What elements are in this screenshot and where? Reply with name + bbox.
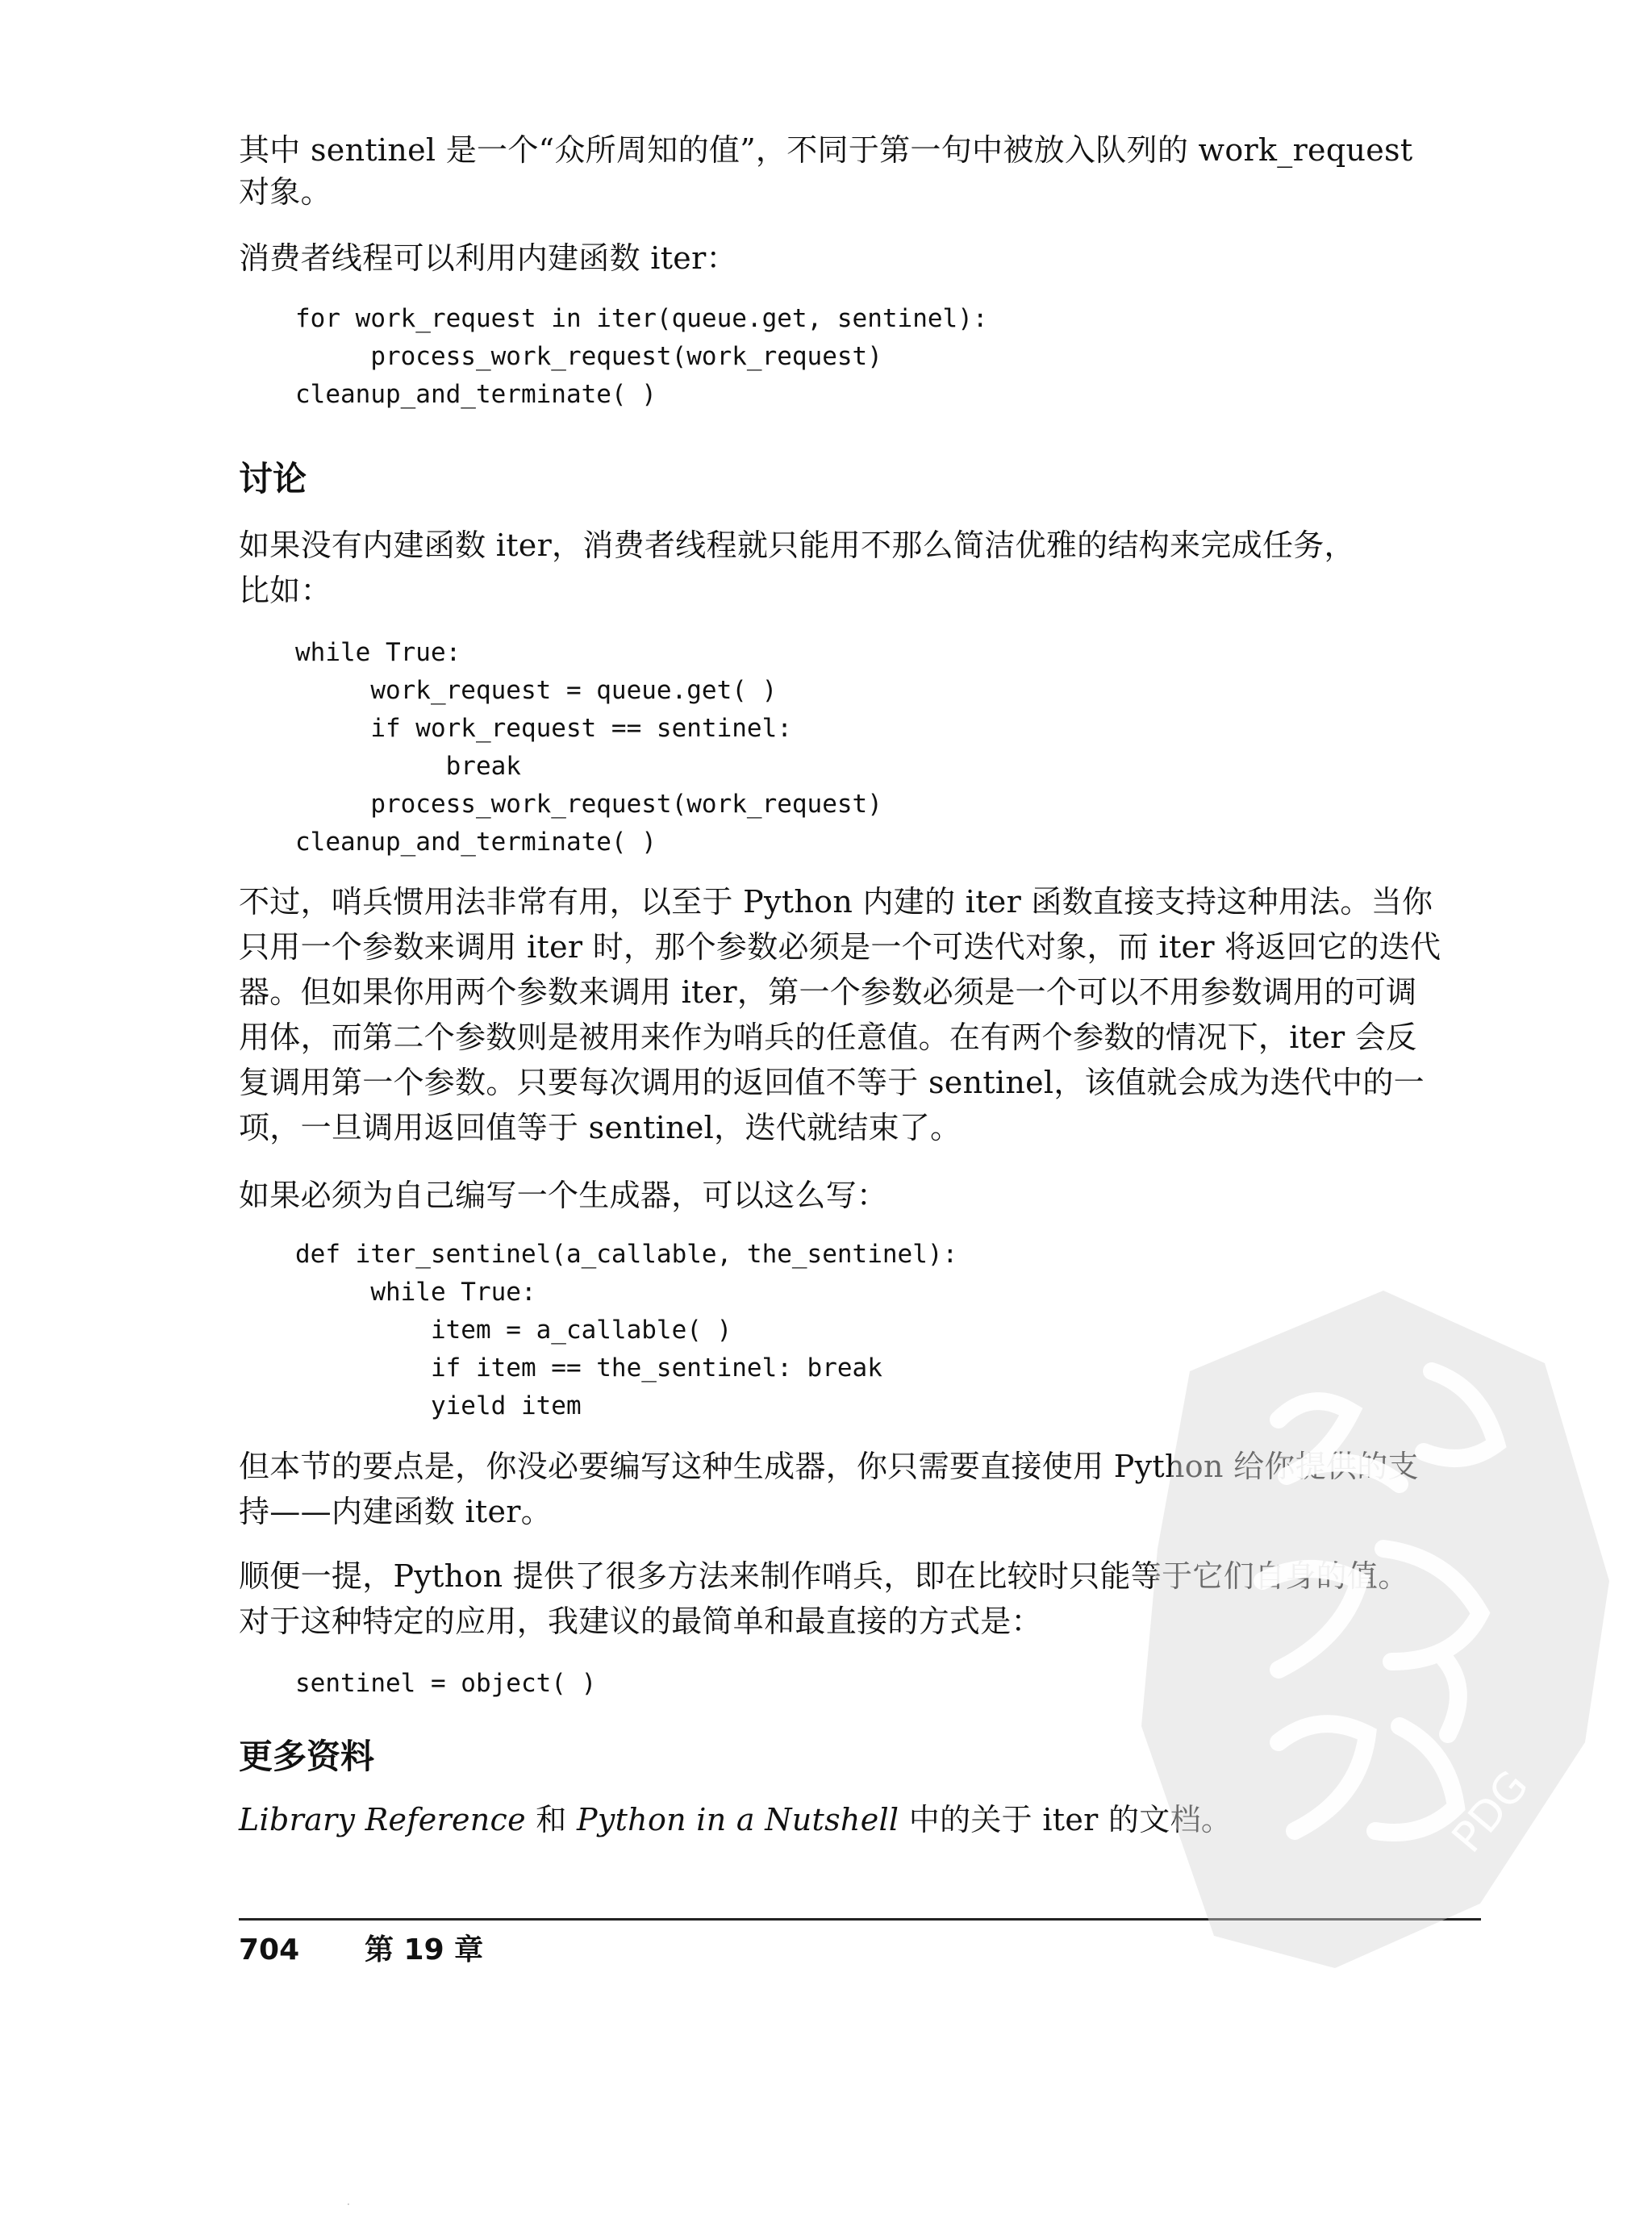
paragraph-line: 消费者线程可以利用内建函数 iter： <box>239 240 737 276</box>
paragraph-line: 不过，哨兵惯用法非常有用，以至于 Python 内建的 iter 函数直接支持这种用法。当你 <box>239 884 1433 920</box>
paragraph-line: 如果必须为自己编写一个生成器，可以这么写： <box>239 1178 888 1213</box>
reference-text: 中的关于 iter 的文档。 <box>899 1802 1233 1837</box>
paragraph-line: 复调用第一个参数。只要每次调用的返回值不等于 sentinel，该值就会成为迭代中的一 <box>239 1065 1425 1100</box>
watermark-stamp <box>1093 1129 1652 1976</box>
paragraph-line: 比如： <box>239 573 332 608</box>
paragraph-line: 只用一个参数来调用 iter 时，那个参数必须是一个可迭代对象，而 iter 将返回它的迭代 <box>239 929 1441 965</box>
chapter-label: 第 19 章 <box>365 1933 484 1966</box>
paragraph-line: 对于这种特定的应用，我建议的最简单和最直接的方式是： <box>239 1604 1042 1639</box>
book-title-python-in-a-nutshell: Python in a Nutshell <box>576 1802 899 1837</box>
stray-mark: · <box>347 2199 350 2210</box>
paragraph-line: 但本节的要点是，你没必要编写这种生成器，你只需要直接使用 Python 给你提供的支 <box>239 1449 1419 1484</box>
code-block-sentinel-object: sentinel = object( ) <box>295 1669 597 1698</box>
section-heading-more-info: 更多资料 <box>239 1737 375 1776</box>
paragraph-line: 项，一旦调用返回值等于 sentinel，迭代就结束了。 <box>239 1110 962 1145</box>
paragraph-line: 顺便一提，Python 提供了很多方法来制作哨兵，即在比较时只能等于它们自身的值。 <box>239 1558 1409 1594</box>
watermark-label: PDG <box>1442 1762 1538 1862</box>
paragraph-line: 对象。 <box>239 174 332 210</box>
paragraph-line: 用体，而第二个参数则是被用来作为哨兵的任意值。在有两个参数的情况下，iter 会反 <box>239 1020 1417 1055</box>
reference-text: 和 <box>525 1802 577 1837</box>
paragraph-line: 器。但如果你用两个参数来调用 iter，第一个参数必须是一个可以不用参数调用的可调 <box>239 974 1417 1010</box>
code-block-iter: for work_request in iter(queue.get, sentinel): process_work_request(work_request) cleanup_and_terminate( ) <box>295 304 988 409</box>
book-title-library-reference: Library Reference <box>239 1802 526 1837</box>
section-heading-discussion: 讨论 <box>239 459 307 498</box>
paragraph-line: 持——内建函数 iter。 <box>239 1494 553 1529</box>
code-block-generator: def iter_sentinel(a_callable, the_sentinel): while True: item = a_callable( ) if item == the_sentinel: break yield item <box>295 1240 958 1420</box>
paragraph-line: 其中 sentinel 是一个“众所周知的值”，不同于第一句中被放入队列的 work_request <box>239 132 1413 168</box>
watermark-stamp-graphic <box>1093 1129 1652 1976</box>
paragraph-line: 如果没有内建函数 iter，消费者线程就只能用不那么简洁优雅的结构来完成任务， <box>239 528 1355 563</box>
page-number: 704 <box>239 1933 300 1966</box>
code-block-while-loop: while True: work_request = queue.get( ) if work_request == sentinel: break process_work_request(work_request) cleanup_and_terminate( ) <box>295 638 882 857</box>
